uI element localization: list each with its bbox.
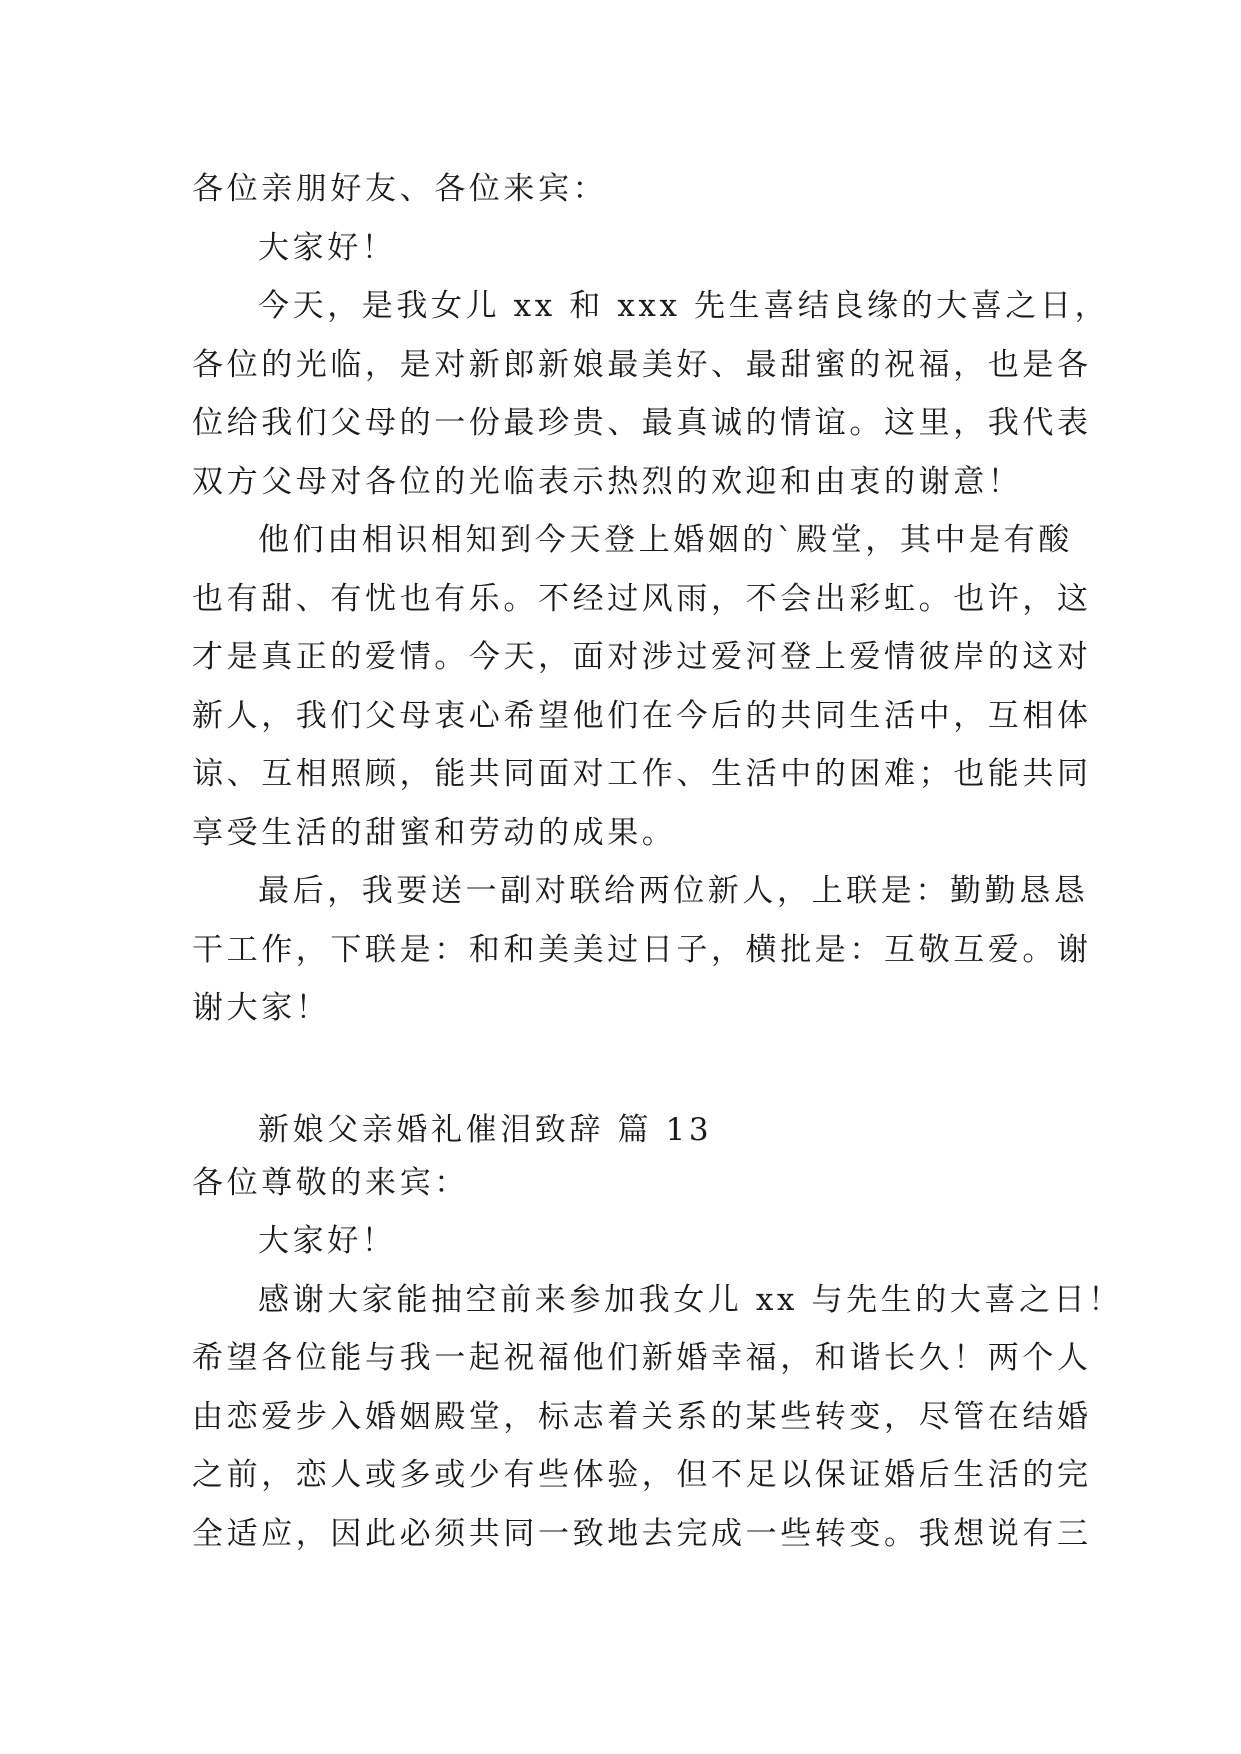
paragraph-line: 也有甜、有忧也有乐。不经过风雨，不会出彩虹。也许，这: [192, 580, 1092, 617]
paragraph-line: 希望各位能与我一起祝福他们新婚幸福，和谐长久！两个人: [192, 1340, 1092, 1376]
paragraph-2: [192, 511, 1092, 862]
paragraph-line: 各位的光临，是对新郎新娘最美好、最甜蜜的祝福，也是各: [192, 346, 1092, 383]
paragraph-line: 双方父母对各位的光临表示热烈的欢迎和由衷的谢意！: [192, 463, 1023, 500]
paragraph-line: 谢大家！: [192, 990, 331, 1026]
paragraph-line: 感谢大家能抽空前来参加我女儿 xx 与先生的大喜之日！: [258, 1281, 1123, 1318]
paragraph-line: 他们由相识相知到今天登上婚姻的`殿堂，其中是有酸: [258, 522, 1073, 558]
paragraph-line: 谅、互相照顾，能共同面对工作、生活中的困难；也能共同: [192, 756, 1092, 792]
paragraph-line: 由恋爱步入婚姻殿堂，标志着关系的某些转变，尽管在结婚: [192, 1398, 1092, 1435]
paragraph-line: 全适应，因此必须共同一致地去完成一些转变。我想说有三: [192, 1515, 1092, 1552]
paragraph-line: 才是真正的爱情。今天，面对涉过爱河登上爱情彼岸的这对: [192, 639, 1092, 675]
greeting: 大家好！: [258, 1223, 397, 1259]
paragraph-4: [192, 1271, 1123, 1564]
section-heading: 新娘父亲婚礼催泪致辞 篇 13: [258, 1111, 713, 1148]
paragraph-line: 今天，是我女儿 xx 和 xxx 先生喜结良缘的大喜之日，: [258, 288, 1110, 324]
paragraph-line: 之前，恋人或多或少有些体验，但不足以保证婚后生活的完: [192, 1457, 1092, 1493]
paragraph-line: 最后，我要送一副对联给两位新人，上联是：勤勤恳恳: [258, 873, 1089, 909]
salutation: 各位尊敬的来宾：: [192, 1164, 469, 1201]
greeting: 大家好！: [258, 229, 397, 266]
document-body: [192, 160, 1123, 1563]
paragraph-line: 位给我们父母的一份最珍贵、最真诚的情谊。这里，我代表: [192, 405, 1092, 441]
salutation: 各位亲朋好友、各位来宾：: [192, 171, 608, 207]
paragraph-line: 新人，我们父母衷心希望他们在今后的共同生活中，互相体: [192, 697, 1092, 734]
paragraph-line: 享受生活的甜蜜和劳动的成果。: [192, 814, 677, 851]
section-gap: [192, 1038, 1072, 1096]
paragraph-3: [192, 862, 1092, 1038]
paragraph-1: [192, 277, 1110, 511]
paragraph-line: 干工作，下联是：和和美美过日子，横批是：互敬互爱。谢: [192, 931, 1092, 968]
